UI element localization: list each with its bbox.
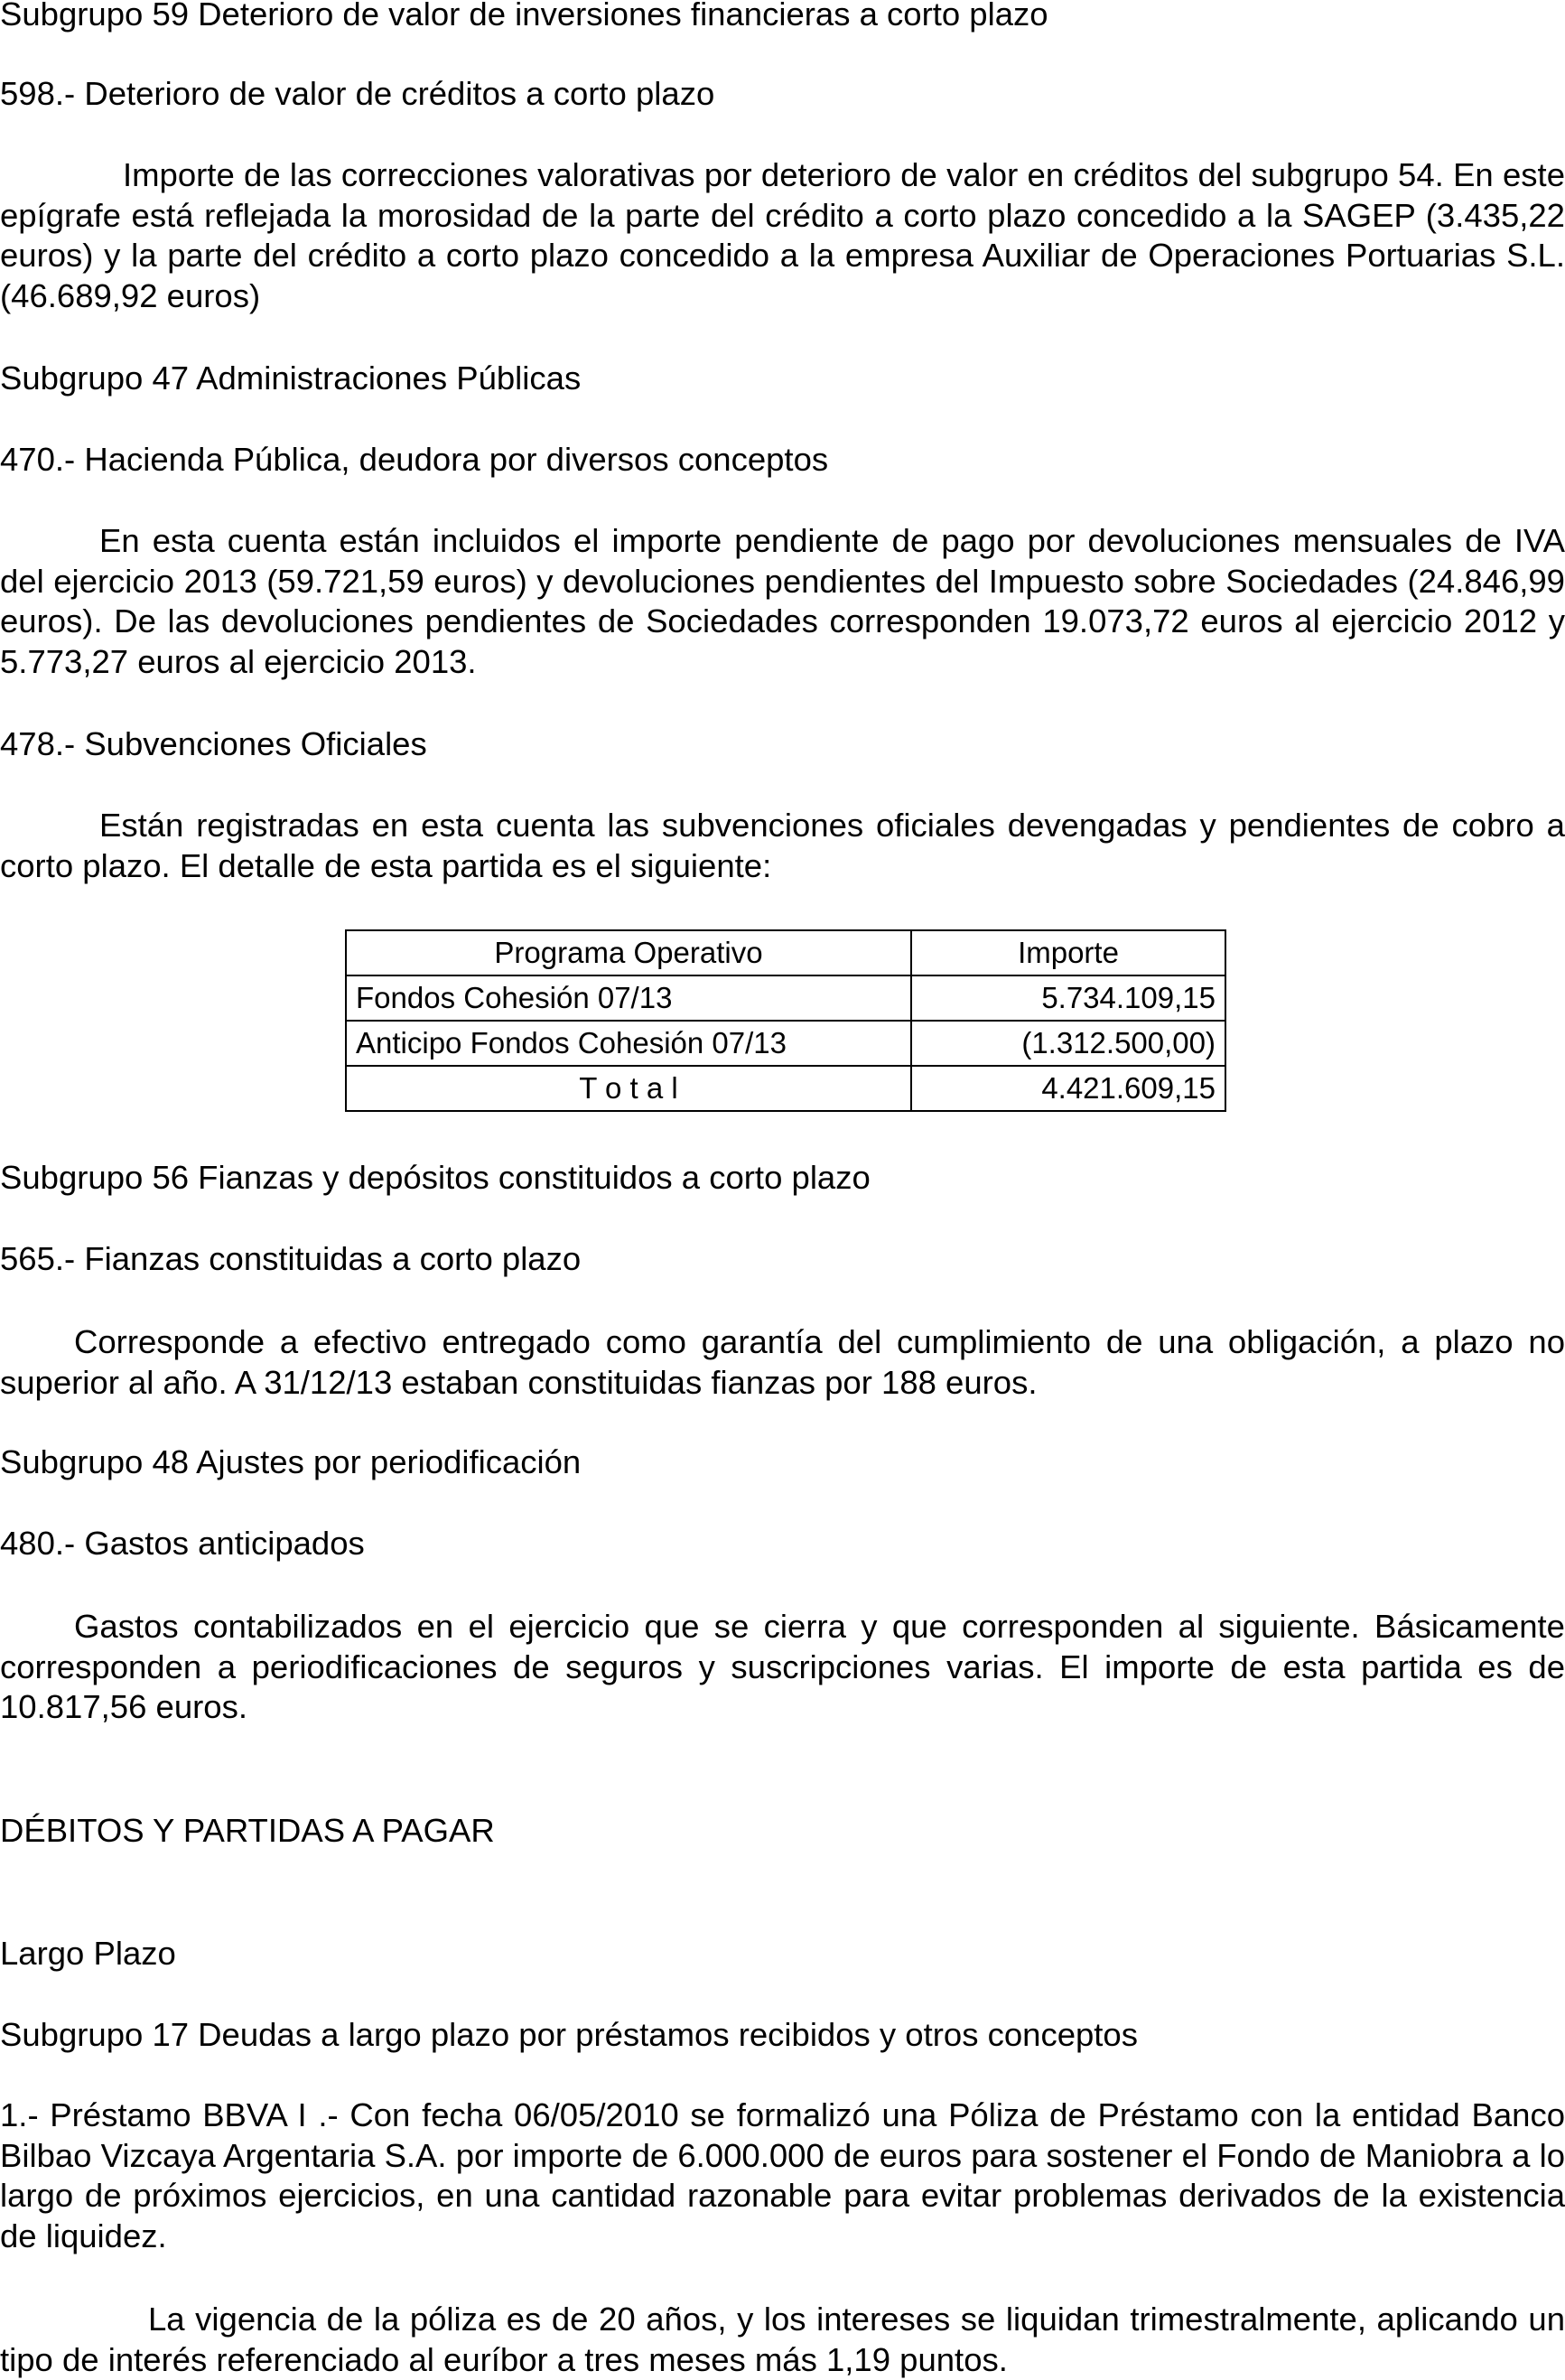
heading-subgrupo-17: Subgrupo 17 Deudas a largo plazo por préstamos recibidos y otros conceptos (0, 2016, 1138, 2053)
table-header-row (346, 930, 1225, 975)
heading-subgrupo-48: Subgrupo 48 Ajustes por periodificación (0, 1443, 582, 1480)
heading-account-565: 565.- Fianzas constituidas a corto plazo (0, 1240, 582, 1277)
paragraph-478: Están registradas en esta cuenta las subvenciones oficiales devengadas y pendientes de cobro a corto plazo. El detalle de esta partida es el siguiente: (0, 807, 1565, 884)
heading-subgrupo-56: Subgrupo 56 Fianzas y depósitos constituidos a corto plazo (0, 1159, 871, 1196)
row-amount: 5.734.109,15 (911, 975, 1225, 1021)
paragraph-565: Corresponde a efectivo entregado como garantía del cumplimiento de una obligación, a plazo no superior al año. A 31/12/13 estaban constituidas fianzas por 188 euros. (0, 1323, 1565, 1401)
paragraph-598: Importe de las correcciones valorativas por deterioro de valor en créditos del subgrupo 54. En este epígrafe está reflejada la morosidad de la parte del crédito a corto plazo concedido a la SAGEP (3.435,22 euros) y la parte del crédito a corto plazo concedido a la empresa Auxiliar de Operaciones Portuarias S.L. (46.689,92 euros) (0, 156, 1565, 314)
row-label: Fondos Cohesión 07/13 (346, 975, 911, 1021)
row-label: Anticipo Fondos Cohesión 07/13 (346, 1021, 911, 1066)
heading-largo-plazo: Largo Plazo (0, 1935, 176, 1972)
heading-account-480: 480.- Gastos anticipados (0, 1525, 365, 1562)
table-row (346, 1021, 1225, 1066)
header-importe: Importe (911, 930, 1225, 975)
heading-account-478: 478.- Subvenciones Oficiales (0, 725, 427, 762)
total-amount: 4.421.609,15 (911, 1066, 1225, 1111)
heading-subgrupo-59: Subgrupo 59 Deterioro de valor de inversiones financieras a corto plazo (0, 0, 1048, 33)
total-label: T o t a l (346, 1066, 911, 1111)
table-total-row (346, 1066, 1225, 1111)
paragraph-vigencia: La vigencia de la póliza es de 20 años, y los intereses se liquidan trimestralmente, aplicando un tipo de interés referenciado al euríbor a tres meses más 1,19 puntos. (0, 2301, 1565, 2378)
paragraph-480: Gastos contabilizados en el ejercicio que se cierra y que corresponden al siguiente. Básicamente corresponden a periodificaciones de seguros y suscripciones varias. El importe de esta partida es de 10.817,56 euros. (0, 1608, 1565, 1725)
row-amount: (1.312.500,00) (911, 1021, 1225, 1066)
heading-account-470: 470.- Hacienda Pública, deudora por diversos conceptos (0, 441, 829, 478)
table-row (346, 975, 1225, 1021)
paragraph-prestamo-bbva: 1.- Préstamo BBVA I .- Con fecha 06/05/2010 se formalizó una Póliza de Préstamo con la entidad Banco Bilbao Vizcaya Argentaria S.A. por importe de 6.000.000 de euros para sostener el Fondo de Maniobra a lo largo de próximos ejercicios, en una cantidad razonable para evitar problemas derivados de la existencia de liquidez. (0, 2096, 1565, 2254)
heading-account-598: 598.- Deterioro de valor de créditos a corto plazo (0, 75, 715, 112)
paragraph-470: En esta cuenta están incluidos el importe pendiente de pago por devoluciones mensuales de IVA del ejercicio 2013 (59.721,59 euros) y devoluciones pendientes del Impuesto sobre Sociedades (24.846,99 euros). De las devoluciones pendientes de Sociedades corresponden 19.073,72 euros al ejercicio 2012 y 5.773,27 euros al ejercicio 2013. (0, 522, 1565, 680)
header-programa-operativo: Programa Operativo (346, 930, 911, 975)
heading-debitos-partidas: DÉBITOS Y PARTIDAS A PAGAR (0, 1812, 495, 1849)
subsidies-detail-table (345, 929, 1226, 1112)
heading-subgrupo-47: Subgrupo 47 Administraciones Públicas (0, 359, 582, 397)
